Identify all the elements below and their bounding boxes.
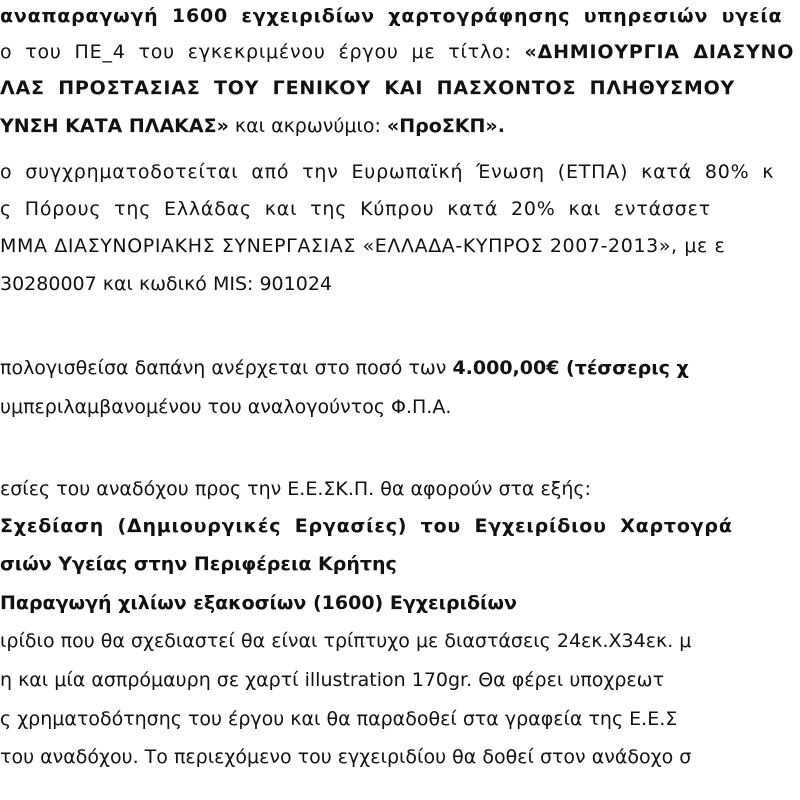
project-title-end: ΥΝΣΗ ΚΑΤΑ ΠΛΑΚΑΣ» (0, 115, 229, 137)
p2-line-2: υμπεριλαμβανομένου του αναλογούντος Φ.Π.Α. (0, 396, 452, 418)
cost-text: πολογισθείσα δαπάνη ανέρχεται στο ποσό των (0, 357, 453, 379)
acronym: «ΠροΣΚΠ». (386, 115, 505, 137)
p1-line-6: ς Πόρους της Ελλάδας και της Κύπρου κατά 20% και εντάσσετ (0, 198, 711, 220)
project-title-start: «ΔΗΜΙΟΥΡΓΙΑ ΔΙΑΣΥΝΟ (524, 41, 795, 63)
p1-line-7: ΜΜΑ ΔΙΑΣΥΝΟΡΙΑΚΗΣ ΣΥΝΕΡΓΑΣΙΑΣ «ΕΛΛΑΔΑ-ΚΥΠΡΟΣ 2007-2013», με ε (0, 235, 726, 257)
p3-line-5: ιρίδιο που θα σχεδιαστεί θα είναι τρίπτυχο με διαστάσεις 24εκ.Χ34εκ. μ (0, 630, 692, 652)
p3-line-2: Σχεδίαση (Δημιουργικές Εργασίες) του Εγχειρίδιου Χαρτογρά (0, 515, 733, 537)
p3-line-1: εσίες του αναδόχου προς την Ε.Ε.ΣΚ.Π. θα αφορούν στα εξής: (0, 478, 591, 500)
p1-line-5: ο συγχρηματοδοτείται από την Ευρωπαϊκή Ένωση (ΕΤΠΑ) κατά 80% κ (0, 161, 775, 183)
p3-line-3: σιών Υγείας στην Περιφέρεια Κρήτης (0, 553, 397, 575)
p1-line-8: 30280007 και κωδικό MIS: 901024 (0, 273, 332, 295)
p3-line-8: του αναδόχου. Το περιεχόμενο του εγχειριδίου θα δοθεί στον ανάδοχο σ (0, 746, 692, 768)
p2-line-1 (0, 354, 689, 382)
p1-line-2-text: ο του ΠΕ_4 του εγκεκριμένου έργου με τίτλο: (0, 41, 525, 63)
p1-line-3: ΛΑΣ ΠΡΟΣΤΑΣΙΑΣ ΤΟΥ ΓΕΝΙΚΟΥ ΚΑΙ ΠΑΣΧΟΝΤΟΣ ΠΛΗΘΥΣΜΟΥ (0, 77, 736, 99)
p1-line-4 (0, 112, 505, 140)
p3-line-6: η και μία ασπρόμαυρη σε χαρτί illustration 170gr. Θα φέρει υποχρεωτ (0, 669, 665, 691)
p1-line-2 (0, 38, 794, 66)
cost-amount: 4.000,00€ (τέσσερις χ (452, 357, 689, 379)
p1-line-1: αναπαραγωγή 1600 εγχειριδίων χαρτογράφησης υπηρεσιών υγεία (0, 5, 783, 27)
p3-line-4: Παραγωγή χιλίων εξακοσίων (1600) Εγχειριδίων (0, 592, 517, 614)
acronym-label: και ακρωνύμιο: (228, 115, 387, 137)
p3-line-7: ς χρηματοδότησης του έργου και θα παραδοθεί στα γραφεία της Ε.Ε.Σ (0, 708, 678, 730)
